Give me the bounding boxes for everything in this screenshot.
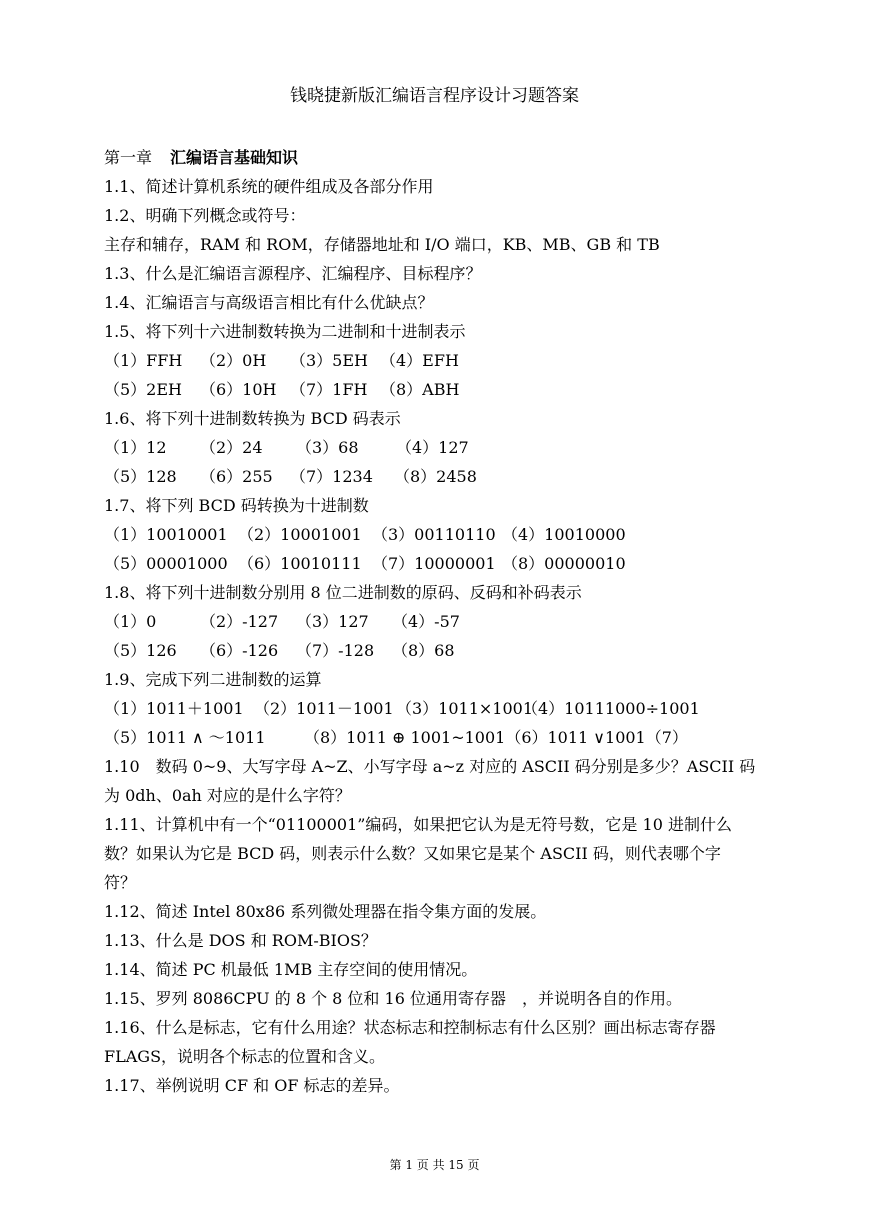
option: （2）10001001	[238, 525, 362, 544]
question-1-9: 1.9、完成下列二进制数的运算	[104, 670, 322, 689]
option: （1）10010001	[104, 525, 228, 544]
option: （2）1011－1001	[254, 699, 394, 718]
option: （7）1FH	[290, 380, 368, 399]
question-1-16: 1.16、什么是标志，它有什么用途？状态标志和控制标志有什么区别？画出标志寄存器	[104, 1018, 716, 1037]
option: （3）5EH	[290, 351, 368, 370]
option: （5）1011 ∧ ～1011	[104, 728, 266, 747]
question-1-5-options-row1	[104, 346, 784, 375]
question-1-10-cont: 为 0dh、0ah 对应的是什么字符？	[104, 786, 351, 805]
option: （6）-126	[200, 641, 279, 660]
option: （5）00001000	[104, 554, 228, 573]
question-1-5-options-row2	[104, 375, 784, 404]
option: （1）1011＋1001	[104, 699, 244, 718]
option: （3）1011×1001	[396, 699, 534, 718]
question-1-1: 1.1、简述计算机系统的硬件组成及各部分作用	[104, 177, 434, 196]
question-1-6: 1.6、将下列十进制数转换为 BCD 码表示	[104, 409, 401, 428]
option: （3）127	[296, 612, 369, 631]
option: （4）127	[396, 438, 469, 457]
question-1-15: 1.15、罗列 8086CPU 的 8 个 8 位和 16 位通用寄存器 ，并说明各自的作用。	[104, 989, 682, 1008]
question-1-4: 1.4、汇编语言与高级语言相比有什么优缺点？	[104, 293, 434, 312]
question-1-11: 1.11、计算机中有一个“01100001”编码，如果把它认为是无符号数，它是 10 进制什么	[104, 815, 732, 834]
option: （2）24	[200, 438, 263, 457]
option: （6）255	[200, 467, 273, 486]
question-1-17: 1.17、举例说明 CF 和 OF 标志的差异。	[104, 1076, 400, 1095]
option: （1）12	[104, 438, 167, 457]
option: （8）00000010	[502, 554, 626, 573]
option: （8）1011 ⊕ 1001~1001（6）1011 ∨1001（7）	[304, 728, 688, 747]
option: （4）10111000÷1001	[522, 699, 700, 718]
option: （5）126	[104, 641, 177, 660]
question-1-5: 1.5、将下列十六进制数转换为二进制和十进制表示	[104, 322, 466, 341]
question-1-16-cont: FLAGS，说明各个标志的位置和含义。	[104, 1047, 386, 1066]
question-1-14: 1.14、简述 PC 机最低 1MB 主存空间的使用情况。	[104, 960, 478, 979]
document-body	[104, 143, 784, 1100]
chapter-name: 汇编语言基础知识	[170, 148, 299, 167]
option: （1）0	[104, 612, 157, 631]
question-1-2-terms: 主存和辅存，RAM 和 ROM，存储器地址和 I/O 端口，KB、MB、GB 和 TB	[104, 235, 660, 254]
option: （3）68	[296, 438, 359, 457]
option: （6）10H	[200, 380, 277, 399]
question-1-13: 1.13、什么是 DOS 和 ROM-BIOS？	[104, 931, 377, 950]
question-1-12: 1.12、简述 Intel 80x86 系列微处理器在指令集方面的发展。	[104, 902, 547, 921]
option: （2）-127	[200, 612, 279, 631]
question-1-7: 1.7、将下列 BCD 码转换为十进制数	[104, 496, 369, 515]
chapter-heading	[104, 143, 784, 172]
question-1-9-options-row1	[104, 694, 784, 723]
question-1-10: 1.10 数码 0~9、大写字母 A~Z、小写字母 a~z 对应的 ASCII 码分别是多少？ASCII 码	[104, 757, 756, 776]
option: （5）2EH	[104, 380, 182, 399]
question-1-6-options-row2	[104, 462, 784, 491]
option: （8）ABH	[380, 380, 460, 399]
option: （4）-57	[392, 612, 460, 631]
chapter-label: 第一章	[104, 148, 153, 167]
question-1-8-options-row1	[104, 607, 784, 636]
option: （4）10010000	[502, 525, 626, 544]
option: （2）0H	[200, 351, 267, 370]
question-1-11-cont2: 符？	[104, 873, 137, 892]
option: （7）10000001	[372, 554, 496, 573]
document-title: 钱晓捷新版汇编语言程序设计习题答案	[290, 86, 579, 106]
option: （5）128	[104, 467, 177, 486]
question-1-11-cont: 数？如果认为它是 BCD 码，则表示什么数？又如果它是某个 ASCII 码，则代表哪个字	[104, 844, 721, 863]
option: （8）68	[392, 641, 455, 660]
question-1-2: 1.2、明确下列概念或符号：	[104, 206, 306, 225]
option: （8）2458	[394, 467, 477, 486]
question-1-3: 1.3、什么是汇编语言源程序、汇编程序、目标程序？	[104, 264, 482, 283]
question-1-8-options-row2	[104, 636, 784, 665]
option: （4）EFH	[380, 351, 459, 370]
option: （3）00110110	[372, 525, 496, 544]
option: （7）-128	[296, 641, 375, 660]
option: （6）10010111	[238, 554, 362, 573]
question-1-9-options-row2	[104, 723, 784, 752]
page-footer: 第 1 页 共 15 页	[389, 1158, 480, 1172]
question-1-7-options-row2	[104, 549, 784, 578]
question-1-7-options-row1	[104, 520, 784, 549]
option: （7）1234	[290, 467, 373, 486]
question-1-8: 1.8、将下列十进制数分别用 8 位二进制数的原码、反码和补码表示	[104, 583, 582, 602]
option: （1）FFH	[104, 351, 183, 370]
question-1-6-options-row1	[104, 433, 784, 462]
